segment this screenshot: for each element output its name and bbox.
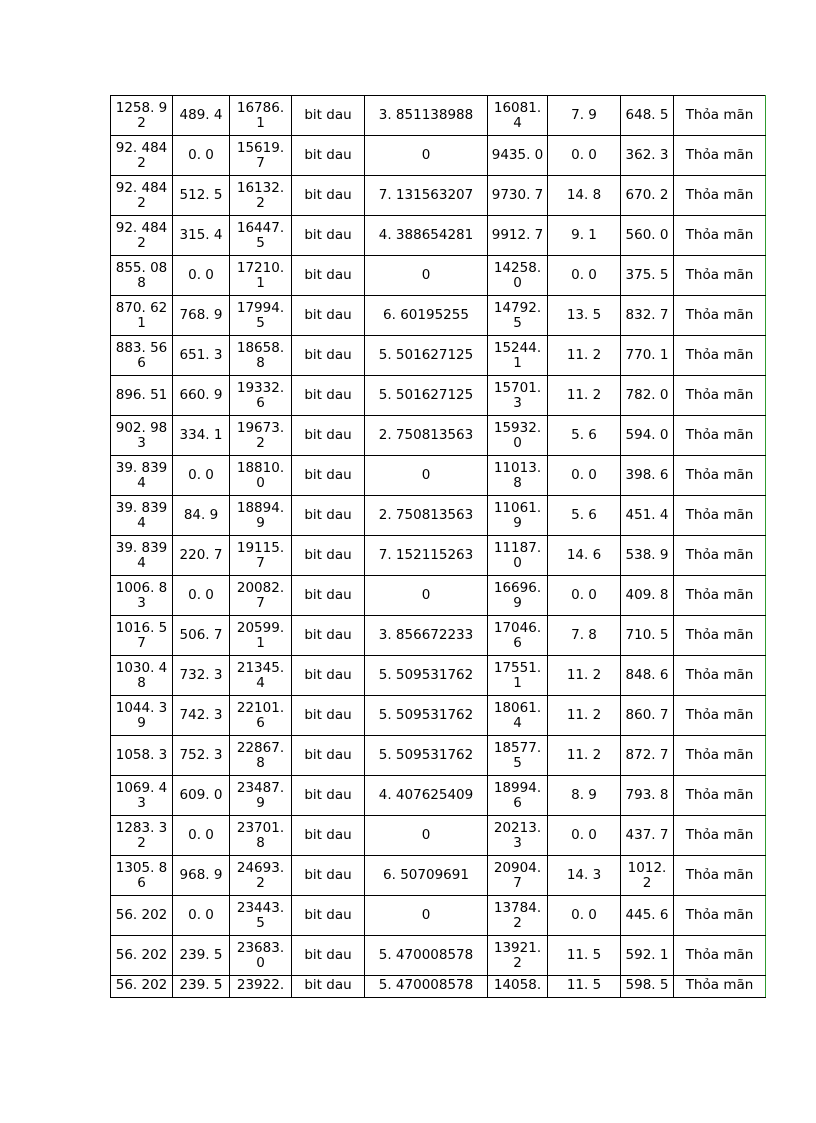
table-row [111, 576, 766, 616]
table-cell-col-status: Thỏa mãn [674, 296, 766, 336]
table-cell-col-g: 8. 9 [548, 776, 621, 816]
table-cell-col-f: 17046. 6 [488, 616, 548, 656]
table-cell-col-g: 0. 0 [548, 456, 621, 496]
table-cell-col-f: 15244. 1 [488, 336, 548, 376]
table-row [111, 336, 766, 376]
table-cell-col-c: 19115. 7 [230, 536, 292, 576]
table-cell-col-g: 7. 8 [548, 616, 621, 656]
table-row [111, 256, 766, 296]
table-cell-col-e: 5. 509531762 [365, 696, 488, 736]
table-row [111, 616, 766, 656]
table-cell-col-c: 16447. 5 [230, 216, 292, 256]
table-cell-col-e: 4. 388654281 [365, 216, 488, 256]
table-cell-col-h: 598. 5 [621, 976, 674, 998]
table-cell-col-f: 15932. 0 [488, 416, 548, 456]
table-cell-col-b: 512. 5 [173, 176, 230, 216]
table-cell-col-d: bit dau [292, 976, 365, 998]
table-row [111, 656, 766, 696]
table-cell-col-h: 872. 7 [621, 736, 674, 776]
table-cell-col-b: 0. 0 [173, 896, 230, 936]
table-cell-col-d: bit dau [292, 376, 365, 416]
table-cell-col-g: 0. 0 [548, 256, 621, 296]
table-cell-col-d: bit dau [292, 576, 365, 616]
table-cell-col-h: 832. 7 [621, 296, 674, 336]
table-cell-col-status: Thỏa mãn [674, 896, 766, 936]
table-cell-col-f: 9912. 7 [488, 216, 548, 256]
table-cell-col-e: 0 [365, 896, 488, 936]
table-cell-col-a: 1058. 3 [111, 736, 173, 776]
table-cell-col-d: bit dau [292, 616, 365, 656]
table-cell-col-b: 651. 3 [173, 336, 230, 376]
table-cell-col-a: 1006. 83 [111, 576, 173, 616]
table-cell-col-f: 18061. 4 [488, 696, 548, 736]
table-cell-col-b: 315. 4 [173, 216, 230, 256]
table-cell-col-h: 648. 5 [621, 96, 674, 136]
table-cell-col-d: bit dau [292, 496, 365, 536]
table-cell-col-c: 16132. 2 [230, 176, 292, 216]
table-cell-col-g: 5. 6 [548, 416, 621, 456]
table-cell-col-f: 17551. 1 [488, 656, 548, 696]
table-cell-col-d: bit dau [292, 256, 365, 296]
table-cell-col-g: 11. 5 [548, 936, 621, 976]
table-row [111, 416, 766, 456]
table-cell-col-c: 22867. 8 [230, 736, 292, 776]
table-cell-col-f: 20213. 3 [488, 816, 548, 856]
table-body [111, 96, 766, 998]
table-cell-col-c: 23701. 8 [230, 816, 292, 856]
table-cell-col-status: Thỏa mãn [674, 496, 766, 536]
table-cell-col-b: 239. 5 [173, 936, 230, 976]
table-cell-col-d: bit dau [292, 136, 365, 176]
table-cell-col-b: 660. 9 [173, 376, 230, 416]
table-cell-col-status: Thỏa mãn [674, 936, 766, 976]
table-cell-col-a: 39. 8394 [111, 536, 173, 576]
table-cell-col-a: 1069. 43 [111, 776, 173, 816]
table-cell-col-d: bit dau [292, 936, 365, 976]
table-cell-col-a: 92. 4842 [111, 216, 173, 256]
table-cell-col-h: 793. 8 [621, 776, 674, 816]
table-row [111, 216, 766, 256]
table-cell-col-g: 11. 2 [548, 376, 621, 416]
table-row [111, 536, 766, 576]
table-cell-col-status: Thỏa mãn [674, 336, 766, 376]
table-cell-col-a: 1044. 39 [111, 696, 173, 736]
table-cell-col-f: 13921. 2 [488, 936, 548, 976]
table-cell-col-g: 0. 0 [548, 896, 621, 936]
table-cell-col-c: 24693. 2 [230, 856, 292, 896]
table-cell-col-status: Thỏa mãn [674, 576, 766, 616]
table-cell-col-e: 5. 470008578 [365, 976, 488, 998]
table-cell-col-b: 489. 4 [173, 96, 230, 136]
table-cell-col-b: 334. 1 [173, 416, 230, 456]
table-cell-col-h: 670. 2 [621, 176, 674, 216]
table-row [111, 976, 766, 998]
table-cell-col-e: 5. 509531762 [365, 736, 488, 776]
table-cell-col-d: bit dau [292, 416, 365, 456]
table-cell-col-g: 14. 8 [548, 176, 621, 216]
table-cell-col-b: 84. 9 [173, 496, 230, 536]
table-cell-col-d: bit dau [292, 776, 365, 816]
table-cell-col-f: 18994. 6 [488, 776, 548, 816]
table-cell-col-e: 0 [365, 576, 488, 616]
table-cell-col-a: 92. 4842 [111, 176, 173, 216]
table-row [111, 496, 766, 536]
table-cell-col-g: 5. 6 [548, 496, 621, 536]
table-cell-col-g: 14. 6 [548, 536, 621, 576]
table-cell-col-h: 375. 5 [621, 256, 674, 296]
table-cell-col-c: 17210. 1 [230, 256, 292, 296]
table-cell-col-c: 19673. 2 [230, 416, 292, 456]
table-cell-col-status: Thỏa mãn [674, 816, 766, 856]
table-cell-col-h: 594. 0 [621, 416, 674, 456]
table-row [111, 736, 766, 776]
table-row [111, 96, 766, 136]
table-cell-col-status: Thỏa mãn [674, 456, 766, 496]
table-row [111, 936, 766, 976]
table-cell-col-a: 1016. 57 [111, 616, 173, 656]
table-cell-col-b: 0. 0 [173, 136, 230, 176]
table-cell-col-c: 20082. 7 [230, 576, 292, 616]
data-table [110, 95, 766, 998]
table-cell-col-f: 14258. 0 [488, 256, 548, 296]
table-cell-col-d: bit dau [292, 96, 365, 136]
table-cell-col-c: 23487. 9 [230, 776, 292, 816]
table-row [111, 776, 766, 816]
table-row [111, 376, 766, 416]
table-cell-col-status: Thỏa mãn [674, 656, 766, 696]
table-row [111, 696, 766, 736]
table-cell-col-c: 18894. 9 [230, 496, 292, 536]
table-cell-col-d: bit dau [292, 296, 365, 336]
table-cell-col-c: 17994. 5 [230, 296, 292, 336]
table-cell-col-status: Thỏa mãn [674, 976, 766, 998]
table-cell-col-g: 0. 0 [548, 576, 621, 616]
table-cell-col-f: 11013. 8 [488, 456, 548, 496]
table-cell-col-g: 14. 3 [548, 856, 621, 896]
table-cell-col-b: 239. 5 [173, 976, 230, 998]
table-cell-col-c: 22101. 6 [230, 696, 292, 736]
table-cell-col-status: Thỏa mãn [674, 376, 766, 416]
table-cell-col-c: 15619. 7 [230, 136, 292, 176]
table-cell-col-g: 9. 1 [548, 216, 621, 256]
table-cell-col-c: 23443. 5 [230, 896, 292, 936]
table-cell-col-f: 14058. [488, 976, 548, 998]
table-cell-col-e: 2. 750813563 [365, 416, 488, 456]
table-cell-col-h: 860. 7 [621, 696, 674, 736]
table-cell-col-h: 409. 8 [621, 576, 674, 616]
table-cell-col-d: bit dau [292, 216, 365, 256]
table-cell-col-a: 902. 983 [111, 416, 173, 456]
table-cell-col-h: 592. 1 [621, 936, 674, 976]
table-cell-col-b: 0. 0 [173, 456, 230, 496]
table-cell-col-e: 0 [365, 816, 488, 856]
table-cell-col-b: 732. 3 [173, 656, 230, 696]
table-cell-col-status: Thỏa mãn [674, 96, 766, 136]
table-cell-col-a: 1283. 32 [111, 816, 173, 856]
table-cell-col-c: 16786. 1 [230, 96, 292, 136]
table-cell-col-g: 11. 2 [548, 736, 621, 776]
table-cell-col-f: 18577. 5 [488, 736, 548, 776]
table-cell-col-h: 770. 1 [621, 336, 674, 376]
table-cell-col-status: Thỏa mãn [674, 176, 766, 216]
table-cell-col-e: 6. 60195255 [365, 296, 488, 336]
table-row [111, 816, 766, 856]
table-cell-col-c: 18658. 8 [230, 336, 292, 376]
table-cell-col-a: 1258. 92 [111, 96, 173, 136]
table-cell-col-status: Thỏa mãn [674, 776, 766, 816]
table-cell-col-status: Thỏa mãn [674, 216, 766, 256]
table-cell-col-h: 538. 9 [621, 536, 674, 576]
table-cell-col-a: 855. 088 [111, 256, 173, 296]
table-cell-col-e: 5. 470008578 [365, 936, 488, 976]
table-cell-col-c: 23922. [230, 976, 292, 998]
table-cell-col-f: 15701. 3 [488, 376, 548, 416]
table-cell-col-h: 560. 0 [621, 216, 674, 256]
table-cell-col-a: 883. 566 [111, 336, 173, 376]
table-cell-col-d: bit dau [292, 456, 365, 496]
table-cell-col-e: 5. 501627125 [365, 336, 488, 376]
table-cell-col-e: 7. 152115263 [365, 536, 488, 576]
table-cell-col-f: 20904. 7 [488, 856, 548, 896]
table-cell-col-d: bit dau [292, 736, 365, 776]
table-cell-col-g: 11. 2 [548, 336, 621, 376]
table-cell-col-b: 506. 7 [173, 616, 230, 656]
table-cell-col-f: 16696. 9 [488, 576, 548, 616]
table-cell-col-g: 7. 9 [548, 96, 621, 136]
table-cell-col-a: 1305. 86 [111, 856, 173, 896]
table-cell-col-h: 782. 0 [621, 376, 674, 416]
table-cell-col-status: Thỏa mãn [674, 696, 766, 736]
table-cell-col-d: bit dau [292, 896, 365, 936]
table-cell-col-status: Thỏa mãn [674, 256, 766, 296]
table-cell-col-d: bit dau [292, 336, 365, 376]
table-cell-col-status: Thỏa mãn [674, 136, 766, 176]
table-cell-col-f: 13784. 2 [488, 896, 548, 936]
table-cell-col-f: 16081. 4 [488, 96, 548, 136]
table-cell-col-d: bit dau [292, 536, 365, 576]
table-cell-col-b: 0. 0 [173, 816, 230, 856]
table-cell-col-g: 0. 0 [548, 136, 621, 176]
table-cell-col-a: 870. 621 [111, 296, 173, 336]
table-cell-col-a: 92. 4842 [111, 136, 173, 176]
table-cell-col-b: 752. 3 [173, 736, 230, 776]
table-cell-col-e: 7. 131563207 [365, 176, 488, 216]
table-cell-col-d: bit dau [292, 696, 365, 736]
table-cell-col-d: bit dau [292, 816, 365, 856]
table-cell-col-g: 11. 5 [548, 976, 621, 998]
table-cell-col-a: 896. 51 [111, 376, 173, 416]
table-cell-col-g: 13. 5 [548, 296, 621, 336]
table-cell-col-f: 9435. 0 [488, 136, 548, 176]
table-cell-col-b: 220. 7 [173, 536, 230, 576]
table-cell-col-a: 39. 8394 [111, 456, 173, 496]
table-cell-col-e: 3. 856672233 [365, 616, 488, 656]
table-row [111, 136, 766, 176]
table-cell-col-d: bit dau [292, 176, 365, 216]
table-cell-col-h: 710. 5 [621, 616, 674, 656]
table-row [111, 296, 766, 336]
table-cell-col-a: 56. 202 [111, 896, 173, 936]
table-cell-col-a: 56. 202 [111, 976, 173, 998]
table-cell-col-g: 0. 0 [548, 816, 621, 856]
table-cell-col-e: 2. 750813563 [365, 496, 488, 536]
table-cell-col-g: 11. 2 [548, 656, 621, 696]
table-cell-col-h: 362. 3 [621, 136, 674, 176]
table-cell-col-h: 1012. 2 [621, 856, 674, 896]
table-row [111, 456, 766, 496]
table-cell-col-e: 0 [365, 456, 488, 496]
table-cell-col-a: 39. 8394 [111, 496, 173, 536]
table-cell-col-status: Thỏa mãn [674, 536, 766, 576]
table-cell-col-e: 5. 501627125 [365, 376, 488, 416]
table-row [111, 176, 766, 216]
table-cell-col-h: 848. 6 [621, 656, 674, 696]
table-cell-col-status: Thỏa mãn [674, 736, 766, 776]
table-cell-col-b: 609. 0 [173, 776, 230, 816]
table-cell-col-c: 20599. 1 [230, 616, 292, 656]
table-cell-col-c: 23683. 0 [230, 936, 292, 976]
table-cell-col-f: 9730. 7 [488, 176, 548, 216]
table-cell-col-status: Thỏa mãn [674, 856, 766, 896]
table-cell-col-f: 11061. 9 [488, 496, 548, 536]
table-cell-col-status: Thỏa mãn [674, 416, 766, 456]
table-cell-col-e: 4. 407625409 [365, 776, 488, 816]
table-cell-col-e: 0 [365, 256, 488, 296]
table-cell-col-a: 56. 202 [111, 936, 173, 976]
table-cell-col-e: 3. 851138988 [365, 96, 488, 136]
table-cell-col-a: 1030. 48 [111, 656, 173, 696]
table-cell-col-b: 742. 3 [173, 696, 230, 736]
table-cell-col-d: bit dau [292, 656, 365, 696]
table-cell-col-b: 968. 9 [173, 856, 230, 896]
table-cell-col-f: 11187. 0 [488, 536, 548, 576]
table-row [111, 896, 766, 936]
table-cell-col-b: 768. 9 [173, 296, 230, 336]
table-cell-col-b: 0. 0 [173, 256, 230, 296]
table-cell-col-f: 14792. 5 [488, 296, 548, 336]
table-cell-col-c: 19332. 6 [230, 376, 292, 416]
table-cell-col-h: 445. 6 [621, 896, 674, 936]
table-cell-col-g: 11. 2 [548, 696, 621, 736]
table-cell-col-d: bit dau [292, 856, 365, 896]
table-cell-col-e: 5. 509531762 [365, 656, 488, 696]
table-cell-col-h: 437. 7 [621, 816, 674, 856]
table-cell-col-e: 0 [365, 136, 488, 176]
table-cell-col-status: Thỏa mãn [674, 616, 766, 656]
table-cell-col-h: 398. 6 [621, 456, 674, 496]
table-cell-col-b: 0. 0 [173, 576, 230, 616]
table-row [111, 856, 766, 896]
table-cell-col-e: 6. 50709691 [365, 856, 488, 896]
table-cell-col-c: 18810. 0 [230, 456, 292, 496]
table-cell-col-h: 451. 4 [621, 496, 674, 536]
table-cell-col-c: 21345. 4 [230, 656, 292, 696]
